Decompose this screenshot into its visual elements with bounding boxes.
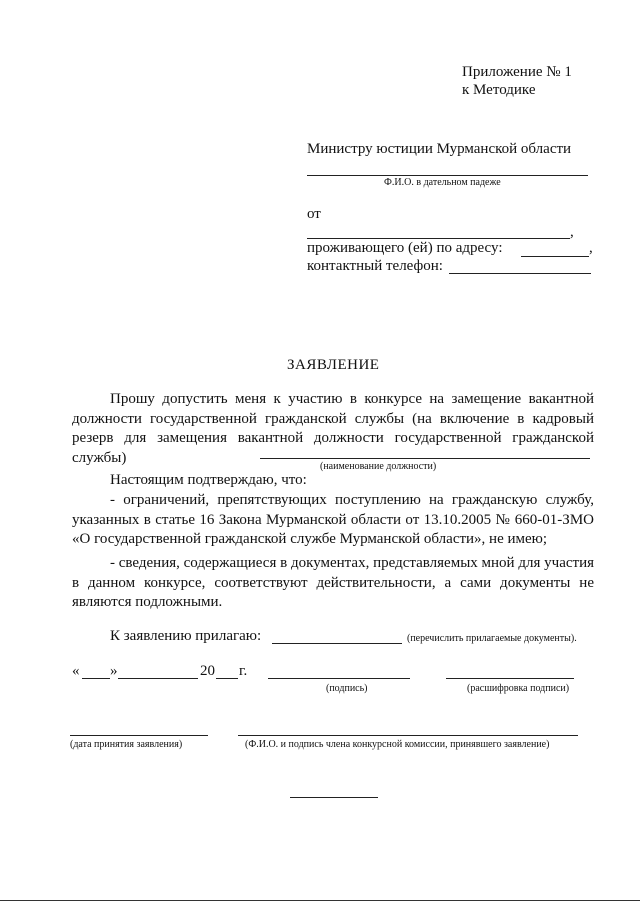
- signature-hint: (подпись): [326, 683, 368, 694]
- from-comma: ,: [570, 224, 574, 240]
- attach-label: К заявлению прилагаю:: [110, 628, 262, 644]
- attach-line[interactable]: [272, 643, 402, 644]
- restrictions-paragraph: - ограничений, препятствующих поступлению на гражданскую службу, указанных в статье 16 Закона Мурманской области от 13.10.2005 № 660-01-ЗМО «О государственной гражданской службе Мурманской области», не имею;: [72, 492, 594, 547]
- documents-paragraph: - сведения, содержащиеся в документах, представляемых мной для участия в данном конкурсе, соответствуют действительности, а сами документы не являются подложными.: [72, 555, 594, 610]
- addressee-to: Министру юстиции Мурманской области: [307, 141, 572, 157]
- attach-hint: (перечислить прилагаемые документы).: [407, 633, 577, 644]
- residing-label: проживающего (ей) по адресу:: [307, 240, 503, 256]
- signature-decoding-hint: (расшифровка подписи): [467, 683, 570, 694]
- addressee-fio-line[interactable]: [307, 175, 588, 176]
- residing-address-line[interactable]: [521, 256, 589, 257]
- date-year-line[interactable]: [216, 678, 238, 679]
- from-label: от: [307, 206, 321, 222]
- commission-member-hint: (Ф.И.О. и подпись члена конкурсной комиссии, принявшего заявление): [245, 739, 550, 750]
- acceptance-date-hint: (дата принятия заявления): [70, 739, 183, 750]
- commission-member-line[interactable]: [238, 735, 578, 736]
- acceptance-date-line[interactable]: [70, 735, 208, 736]
- request-paragraph: [72, 390, 594, 468]
- appendix-number: Приложение № 1: [462, 64, 572, 80]
- addressee-fio-hint: Ф.И.О. в дательном падеже: [384, 177, 501, 188]
- from-name-line[interactable]: [307, 238, 570, 239]
- phone-label: контактный телефон:: [307, 258, 443, 274]
- signature-line[interactable]: [268, 678, 410, 679]
- appendix-method: к Методике: [462, 82, 536, 98]
- position-hint: (наименование должности): [320, 461, 437, 472]
- end-separator: [290, 797, 378, 798]
- document-title: ЗАЯВЛЕНИЕ: [287, 357, 380, 373]
- signature-decoding-line[interactable]: [446, 678, 574, 679]
- request-text: Прошу допустить меня к участию в конкурсе на замещение вакантной должности государственной гражданской службы (на включение в кадровый резерв для замещения вакантной должности государственной гражданской службы): [72, 391, 594, 466]
- phone-line[interactable]: [449, 273, 591, 274]
- date-year-suffix: г.: [239, 663, 248, 679]
- confirm-intro: Настоящим подтверждаю, что:: [110, 472, 307, 488]
- date-year-prefix: 20: [200, 663, 215, 679]
- date-day-line[interactable]: [82, 678, 110, 679]
- date-open-quote: «: [72, 663, 80, 679]
- position-line[interactable]: [260, 458, 590, 459]
- page-bottom-rule: [0, 900, 640, 901]
- residing-comma: ,: [589, 240, 593, 256]
- date-month-line[interactable]: [118, 678, 198, 679]
- date-close-quote: »: [110, 663, 118, 679]
